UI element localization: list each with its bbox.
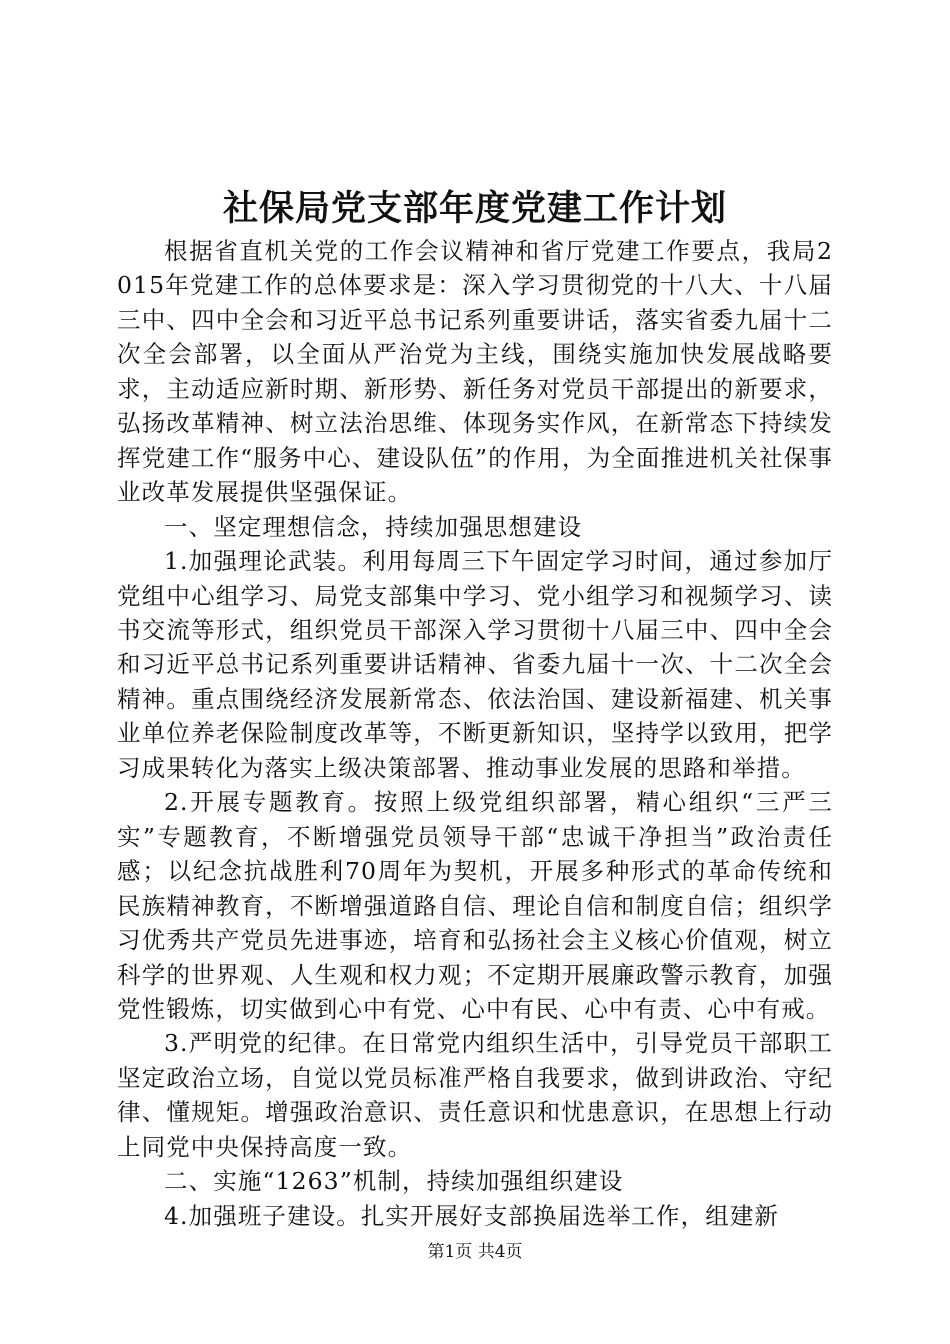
item-paragraph-3: 3.严明党的纪律。在日常党内组织生活中，引导党员干部职工坚定政治立场，自觉以党员标准严格自我要求，做到讲政治、守纪律、懂规矩。增强政治意识、责任意识和忧患意识，在思想上行动上同党中央保持高度一致。 — [117, 1029, 833, 1161]
document-body — [117, 234, 833, 1233]
document-title: 社保局党支部年度党建工作计划 — [222, 188, 727, 229]
page-footer: 第1页 共4页 — [427, 1242, 523, 1262]
section-heading-2: 二、实施“1263”机制，持续加强组织建设 — [164, 1167, 624, 1196]
item-paragraph-4: 4.加强班子建设。扎实开展好支部换届选举工作，组建新 — [164, 1201, 780, 1230]
item-paragraph-2: 2.开展专题教育。按照上级党组织部署，精心组织“三严三实”专题教育，不断增强党员领导干部“忠诚干净担当”政治责任感；以纪念抗战胜利70周年为契机，开展多种形式的革命传统和民族精神教育，不断增强道路自信、理论自信和制度自信；组织学习优秀共产党员先进事迹，培育和弘扬社会主义核心价值观，树立科学的世界观、人生观和权力观；不定期开展廉政警示教育，加强党性锻炼，切实做到心中有党、心中有民、心中有责、心中有戒。 — [117, 788, 833, 1023]
intro-paragraph: 根据省直机关党的工作会议精神和省厅党建工作要点，我局2015年党建工作的总体要求是：深入学习贯彻党的十八大、十八届三中、四中全会和习近平总书记系列重要讲话，落实省委九届十二次全会部署，以全面从严治党为主线，围绕实施加快发展战略要求，主动适应新时期、新形势、新任务对党员干部提出的新要求，弘扬改革精神、树立法治思维、体现务实作风，在新常态下持续发挥党建工作“服务中心、建设队伍”的作用，为全面推进机关社保事业改革发展提供坚强保证。 — [117, 237, 833, 507]
section-heading-1: 一、坚定理想信念，持续加强思想建设 — [164, 512, 583, 541]
item-paragraph-1: 1.加强理论武装。利用每周三下午固定学习时间，通过参加厅党组中心组学习、局党支部集中学习、党小组学习和视频学习、读书交流等形式，组织党员干部深入学习贯彻十八届三中、四中全会和习近平总书记系列重要讲话精神、省委九届十一次、十二次全会精神。重点围绕经济发展新常态、依法治国、建设新福建、机关事业单位养老保险制度改革等，不断更新知识，坚持学以致用，把学习成果转化为落实上级决策部署、推动事业发展的思路和举措。 — [117, 547, 833, 782]
